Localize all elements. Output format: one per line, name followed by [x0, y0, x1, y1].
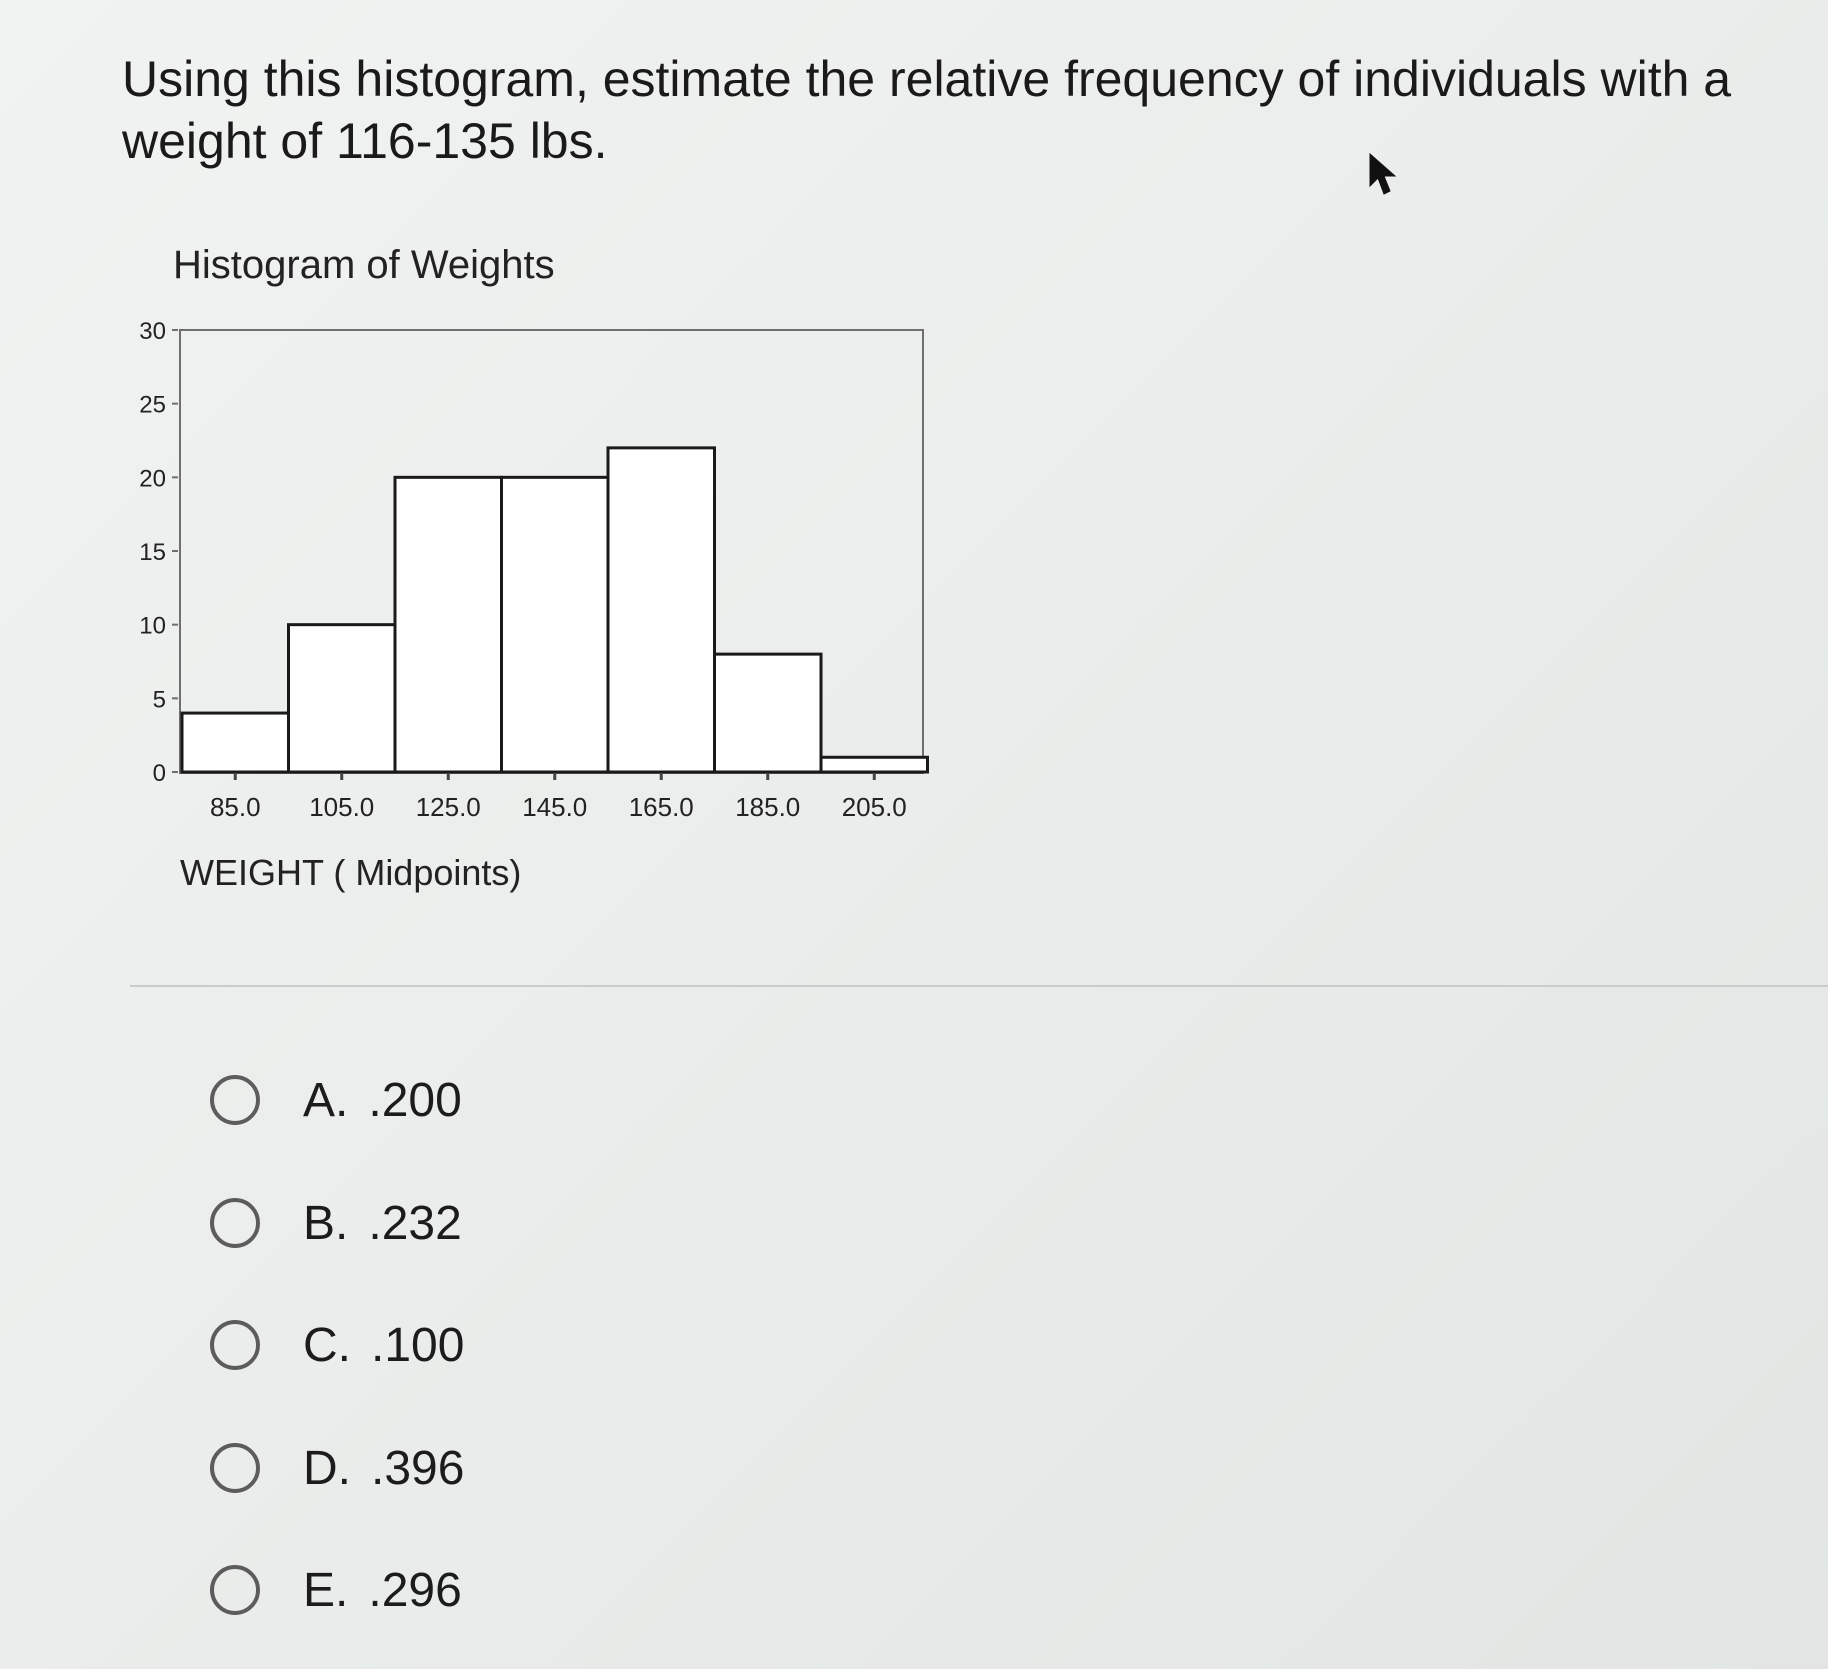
choice-value: .232 — [368, 1196, 462, 1250]
radio-unchecked-icon[interactable] — [210, 1443, 260, 1493]
choice-letter: C. — [303, 1318, 351, 1372]
choice-value: .396 — [371, 1441, 465, 1495]
choice-letter: D. — [303, 1441, 351, 1495]
histogram-bar — [608, 448, 715, 772]
choice-letter: E. — [303, 1563, 349, 1617]
y-tick-label: 0 — [152, 760, 166, 787]
x-tick-label: 205.0 — [841, 792, 907, 822]
y-tick-label: 30 — [139, 318, 166, 345]
choice-value: .200 — [368, 1073, 462, 1127]
radio-unchecked-icon[interactable] — [210, 1198, 260, 1248]
histogram-bar — [502, 477, 609, 772]
section-divider — [130, 985, 1828, 987]
choice-a[interactable] — [210, 1070, 462, 1130]
y-tick-label: 10 — [139, 612, 166, 640]
choice-e[interactable] — [210, 1560, 462, 1620]
histogram-bar — [289, 625, 396, 772]
radio-unchecked-icon[interactable] — [210, 1320, 260, 1370]
x-tick-label: 165.0 — [628, 792, 694, 822]
y-tick-label: 25 — [139, 391, 166, 419]
choice-value: .100 — [371, 1318, 465, 1372]
chart-title: Histogram of Weights — [173, 243, 555, 287]
x-tick-label: 125.0 — [415, 792, 481, 822]
choice-c[interactable] — [210, 1315, 464, 1375]
x-tick-label: 105.0 — [309, 792, 375, 822]
choice-letter: B. — [303, 1196, 349, 1250]
choice-d[interactable] — [210, 1438, 464, 1498]
histogram-bar — [395, 477, 502, 772]
y-tick-label: 20 — [139, 465, 166, 493]
question-text: Using this histogram, estimate the relative frequency of individuals with a weight of 116-135 lbs. — [122, 51, 1732, 169]
histogram-bar — [715, 654, 822, 772]
radio-unchecked-icon[interactable] — [210, 1565, 260, 1615]
radio-unchecked-icon[interactable] — [210, 1075, 260, 1125]
choice-value: .296 — [368, 1563, 462, 1617]
x-tick-label: 185.0 — [735, 792, 801, 822]
x-axis-label: WEIGHT ( Midpoints) — [180, 852, 522, 893]
x-tick-label: 85.0 — [209, 792, 261, 822]
histogram-bar — [182, 713, 289, 772]
y-tick-label: 5 — [152, 686, 166, 714]
x-tick-label: 145.0 — [522, 792, 588, 822]
histogram-bar — [821, 757, 928, 772]
choice-letter: A. — [303, 1073, 349, 1127]
y-tick-label: 15 — [139, 539, 166, 566]
choice-b[interactable] — [210, 1193, 462, 1253]
